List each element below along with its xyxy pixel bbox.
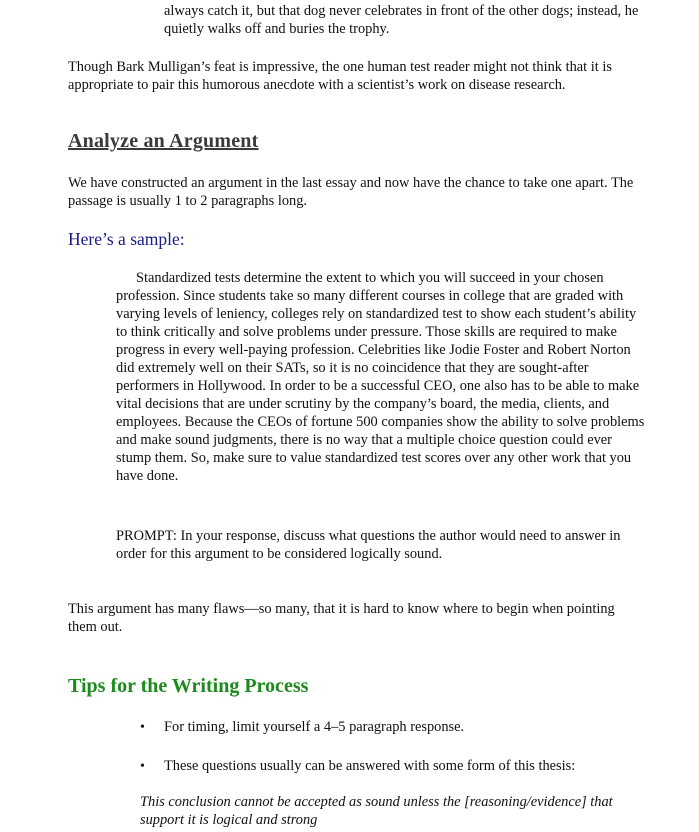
thesis-text: This conclusion cannot be accepted as sound unless the [reasoning/evidence] that support it is logical and strong <box>140 794 613 828</box>
bullet-text: For timing, limit yourself a 4–5 paragraph response. <box>164 719 465 735</box>
top-quote-text: always catch it, but that dog never celebrates in front of the other dogs; instead, he quietly walks off and buries the trophy. <box>164 3 639 37</box>
bullet-item <box>140 757 575 775</box>
analyze-paragraph: We have constructed an argument in the last essay and now have the chance to take one apart. The passage is usually 1 to 2 paragraphs long. <box>68 175 634 209</box>
bullet-text: These questions usually can be answered with some form of this thesis: <box>164 758 576 774</box>
bullet-item <box>140 718 464 736</box>
tips-heading: Tips for the Writing Process <box>68 675 309 697</box>
bullet-icon: • <box>140 720 145 735</box>
sample-heading: Here’s a sample: <box>68 229 185 249</box>
flaws-paragraph: This argument has many flaws—so many, that it is hard to know where to begin when pointing them out. <box>68 601 615 635</box>
bullet-icon: • <box>140 759 145 774</box>
sample-passage: Standardized tests determine the extent to which you will succeed in your chosen profession. Since students take so many different courses in college that are graded with varying levels of leniency, colleges rely on standardized test to show each student’s ability to think critically and solve problems under pressure. Those skills are required to make progress in every well-paying profession. Celebrities like Jodie Foster and Robert Norton did extremely well on their SATs, so it is no coincidence that they are sought-after performers in Hollywood. In order to be a successful CEO, one also has to be able to make vital decisions that are under scrutiny by the company’s board, the media, clients, and employees. Because the CEOs of fortune 500 companies show the ability to solve problems and make sound judgments, there is no way that a multiple choice question could ever stump them. So, make sure to value standardized test scores over any other work that you have done. <box>116 270 645 484</box>
prompt-text: PROMPT: In your response, discuss what questions the author would need to answer in order for this argument to be considered logically sound. <box>116 528 621 562</box>
analyze-argument-heading: Analyze an Argument <box>68 130 259 152</box>
sample-passage-block <box>116 269 646 485</box>
intro-paragraph: Though Bark Mulligan’s feat is impressive, the one human test reader might not think that it is appropriate to pair this humorous anecdote with a scientist’s work on disease research. <box>68 59 612 93</box>
